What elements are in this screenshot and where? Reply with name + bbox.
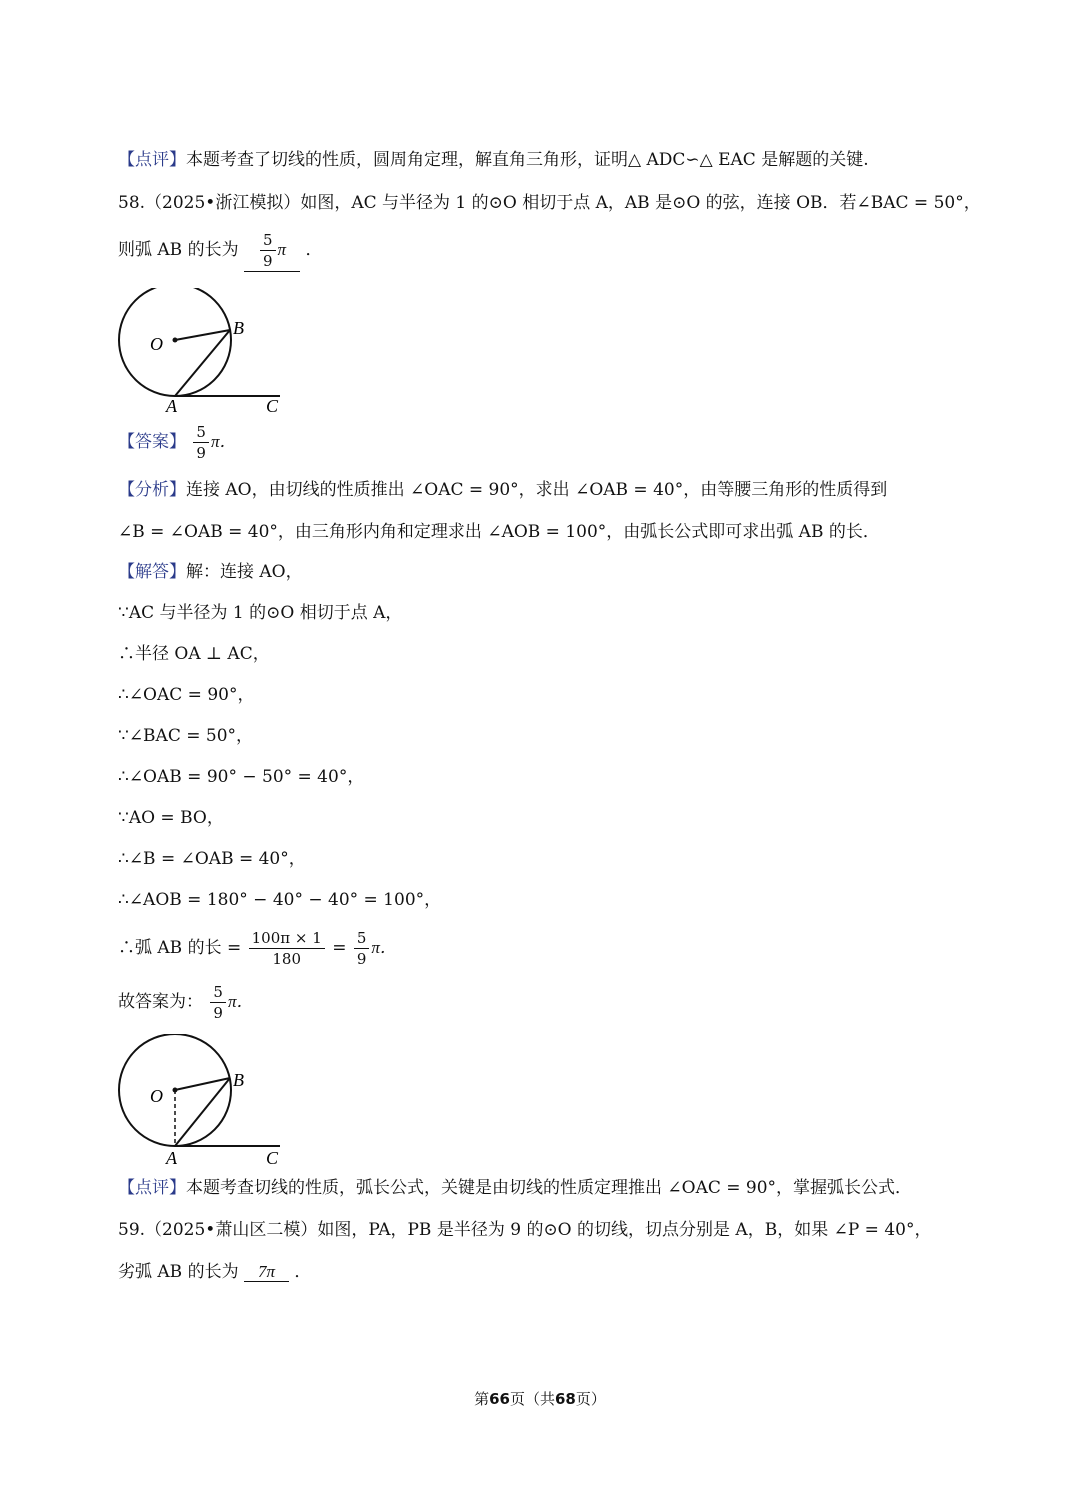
final-answer-line: 故答案为： $\frac{5}{9}$ π． xyxy=(118,983,254,1022)
label-a: A xyxy=(166,1148,177,1168)
analysis-line1: 【分析】连接 AO，由切线的性质推出 ∠OAC = 90°，求出 ∠OAB = 40°，由等腰三角形的性质得到 xyxy=(118,480,888,500)
comment-1 xyxy=(118,152,869,169)
page-total: 68 xyxy=(555,1390,576,1408)
solution-step: ∴∠OAC = 90°， xyxy=(118,685,255,705)
answer-blank: $\frac{5}{9}$ π xyxy=(244,230,300,272)
comment-text: 本题考查了切线的性质，圆周角定理，解直角三角形，证明△ ADC∽△ EAC 是解题的关键. xyxy=(186,150,869,170)
page-footer: 第66页（共68页） xyxy=(474,1390,606,1408)
figure-circle-tangent-1 xyxy=(108,288,308,428)
question-58-prefix: 则弧 AB 的长为 xyxy=(118,240,239,260)
label-o: O xyxy=(150,1086,163,1106)
center-point xyxy=(173,1088,178,1093)
solution-line: 【解答】解：连接 AO， xyxy=(118,562,303,582)
answer-fraction: $\frac{5}{9}$ xyxy=(260,230,276,271)
comment-2: 【点评】本题考查切线的性质，弧长公式，关键是由切线的性质定理推出 ∠OAC = 90°，掌握弧长公式． xyxy=(118,1178,913,1198)
analysis-line2: ∠B = ∠OAB = 40°，由三角形内角和定理求出 ∠AOB = 100°，由弧长公式即可求出弧 AB 的长． xyxy=(118,522,880,542)
center-point xyxy=(173,338,178,343)
solution-step: ∴半径 OA ⊥ AC， xyxy=(118,644,270,664)
chord-ab xyxy=(175,330,230,396)
label-c: C xyxy=(266,1148,279,1168)
answer-line: 【答案】 $\frac{5}{9}$ π． xyxy=(118,423,237,462)
solution-step: ∵∠BAC = 50°， xyxy=(118,726,254,746)
comment-tag: 【点评】 xyxy=(118,150,186,170)
question-58-line2: 则弧 AB 的长为 $\frac{5}{9}$ π ． xyxy=(118,231,323,270)
arc-length-line: ∴弧 AB 的长 = $\frac{100\pi \times 1}{180}$ = $\frac{5}{9}$ π． xyxy=(118,929,397,968)
label-o: O xyxy=(150,334,163,354)
arc-fraction: $\frac{100\pi \times 1}{180}$ xyxy=(249,928,325,969)
question-58-line1: 58.（2025•浙江模拟）如图，AC 与半径为 1 的⊙O 相切于点 A，AB 是⊙O 的弦，连接 OB．若∠BAC = 50°， xyxy=(118,193,981,213)
solution-step: ∴∠OAB = 90° − 50° = 40°， xyxy=(118,767,365,787)
answer-fraction-2: $\frac{5}{9}$ xyxy=(193,422,209,463)
final-fraction: $\frac{5}{9}$ xyxy=(210,982,226,1023)
solution-step: ∴∠AOB = 180° − 40° − 40° = 100°， xyxy=(118,890,442,910)
page-number: 66 xyxy=(489,1390,510,1408)
solution-step: ∴∠B = ∠OAB = 40°， xyxy=(118,849,306,869)
solution-step: ∵AC 与半径为 1 的⊙O 相切于点 A， xyxy=(118,603,403,623)
answer-blank-59: 7π xyxy=(244,1263,289,1282)
label-a: A xyxy=(166,396,177,416)
question-59-line1: 59.（2025•萧山区二模）如图，PA，PB 是半径为 9 的⊙O 的切线，切点分别是 A，B，如果 ∠P = 40°， xyxy=(118,1220,932,1240)
question-59-line2: 劣弧 AB 的长为 7π ． xyxy=(118,1262,312,1282)
figure-circle-tangent-2 xyxy=(108,1034,308,1174)
solution-step: ∵AO = BO， xyxy=(118,808,224,828)
label-b: B xyxy=(233,318,244,338)
arc-result-fraction: $\frac{5}{9}$ xyxy=(354,928,370,969)
label-b: B xyxy=(233,1070,244,1090)
label-c: C xyxy=(266,396,279,416)
